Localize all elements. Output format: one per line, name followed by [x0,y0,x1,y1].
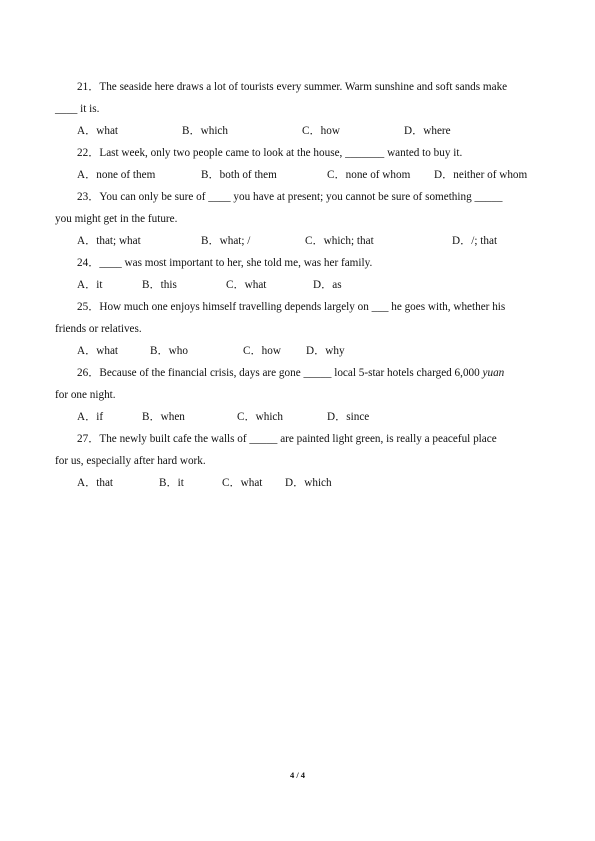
question-26-text-cont: for one night. [55,389,116,401]
question-21-option-b: B．which [182,125,228,137]
question-23-option-b: B．what; / [201,235,251,247]
question-23-option-d: D．/; that [452,235,498,247]
question-27-option-c: C．what [222,477,263,489]
question-26-option-c: C．which [237,411,283,423]
question-27-text: 27．The newly built cafe the walls of _____ are painted light green, is really a peaceful place [77,433,497,445]
question-22-text: 22．Last week, only two people came to look at the house, _______ wanted to buy it. [77,147,463,159]
question-22-option-b: B．both of them [201,169,277,181]
question-26-text [77,366,504,380]
question-23-text: 23．You can only be sure of ____ you have at present; you cannot be sure of something _____ [77,191,503,203]
question-23-text-cont: you might get in the future. [55,213,178,225]
question-25-option-a: A．what [77,345,119,357]
question-22-option-a: A．none of them [77,169,156,181]
question-22-option-d: D．neither of whom [434,169,528,181]
question-21-option-a: A．what [77,125,119,137]
question-26-text-italic: yuan [482,367,505,379]
question-24-option-b: B．this [142,279,177,291]
question-25-text: 25．How much one enjoys himself travelling depends largely on ___ he goes with, whether his [77,301,506,313]
question-21-option-d: D．where [404,125,451,137]
question-24-option-c: C．what [226,279,267,291]
question-27-option-a: A．that [77,477,114,489]
question-25-option-c: C．how [243,345,281,357]
question-24-text: 24．____ was most important to her, she told me, was her family. [77,257,373,269]
question-25-option-b: B．who [150,345,188,357]
question-24-option-d: D．as [313,279,342,291]
question-25-text-cont: friends or relatives. [55,323,142,335]
question-21-option-c: C．how [302,125,340,137]
question-21-text-cont: ____ it is. [55,103,100,115]
question-27-option-d: D．which [285,477,332,489]
question-23-option-c: C．which; that [305,235,374,247]
question-26-text-main: 26．Because of the financial crisis, days are gone _____ local 5-star hotels charged 6,000 [77,367,483,379]
question-23-option-a: A．that; what [77,235,141,247]
question-24-option-a: A．it [77,279,103,291]
page-number: 4 / 4 [289,770,306,780]
question-21-text: 21．The seaside here draws a lot of tourists every summer. Warm sunshine and soft sands make [77,81,508,93]
question-26-option-a: A．if [77,411,104,423]
question-27-text-cont: for us, especially after hard work. [55,455,206,467]
question-25-option-d: D．why [306,345,345,357]
question-22-option-c: C．none of whom [327,169,411,181]
question-26-option-b: B．when [142,411,185,423]
question-27-option-b: B．it [159,477,184,489]
question-26-option-d: D．since [327,411,370,423]
